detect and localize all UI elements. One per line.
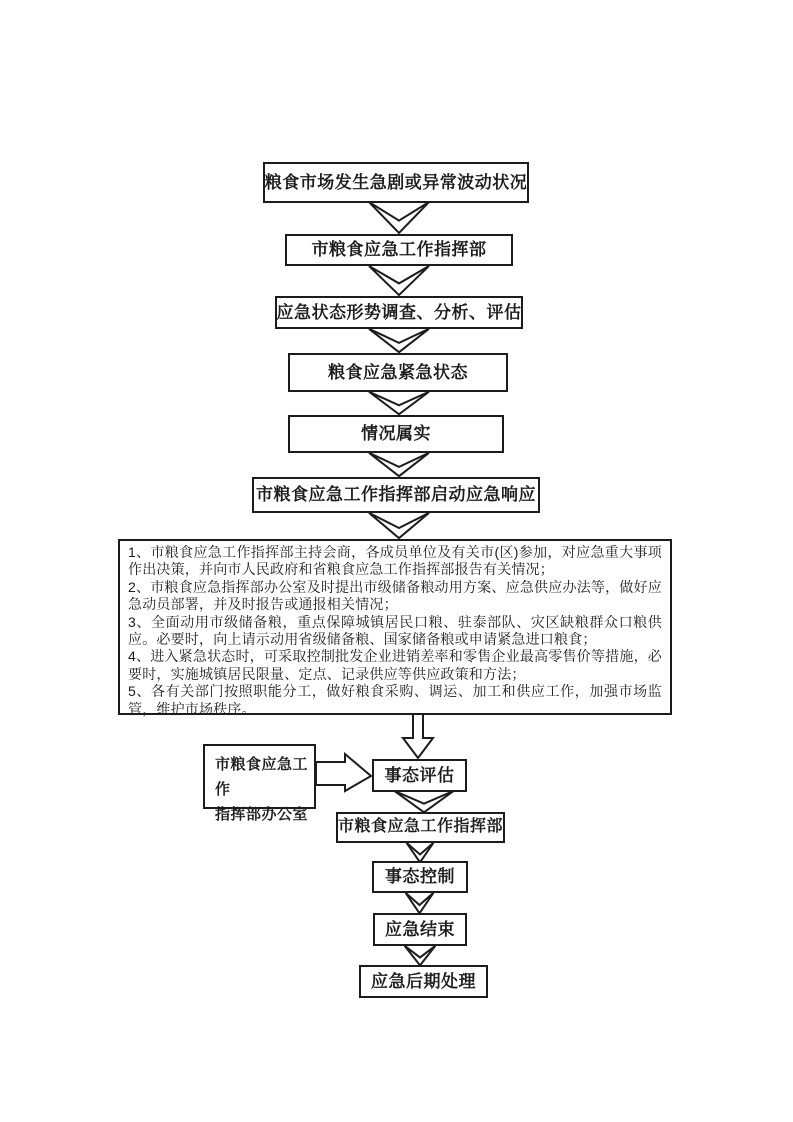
office-label-line2: 指挥部办公室 [215,806,309,823]
flow-box-office [203,744,316,823]
measure-item-1: 1、市粮食应急工作指挥部主持会商，各成员单位及有关市(区)参加，对应急重大事项作出决策，并向市人民政府和省粮食应急工作指挥部报告有关情况； [128,544,662,578]
chevron-down-arrow-icon [368,512,430,539]
flow-box-response-measures [118,539,672,715]
measure-item-3: 3、全面动用市级储备粮，重点保障城镇居民口粮、驻泰部队、灾区缺粮群众口粮供应。必要时，向上请示动用省级储备粮、国家储备粮或申请紧急进口粮食； [128,613,662,648]
chevron-down-arrow-icon [368,265,430,296]
measure-item-4: 4、进入紧急状态时，可采取控制批发企业进销差率和零售企业最高零售价等措施，必要时，实施城镇居民限量、定点、记录供应等供应政策和方法； [128,648,662,682]
flow-box-end: 应急结束 [373,913,467,946]
flow-box-control: 事态控制 [372,861,468,893]
flow-box-headquarters: 市粮食应急工作指挥部 [285,234,513,266]
chevron-down-arrow-icon [368,452,430,477]
flow-box-situation-confirmed: 情况属实 [288,415,504,453]
chevron-down-arrow-icon [393,790,455,813]
flow-box-investigation: 应急状态形势调查、分析、评估 [275,296,523,329]
chevron-down-arrow-icon [368,201,430,234]
chevron-down-arrow-icon [405,892,434,914]
flow-box-headquarters-2: 市粮食应急工作指挥部 [336,812,505,843]
flow-box-evaluation: 事态评估 [372,759,467,792]
chevron-down-arrow-icon [406,842,434,863]
chevron-down-arrow-icon [368,328,430,353]
office-label-line1: 市粮食应急工作 [215,756,309,798]
flow-box-start-response: 市粮食应急工作指挥部启动应急响应 [252,477,540,513]
measure-item-2: 2、市粮食应急指挥部办公室及时提出市级储备粮动用方案、应急供应办法等，做好应急动员部署，并及时报告或通报相关情况； [128,578,662,613]
flow-box-post-processing: 应急后期处理 [359,965,488,998]
block-right-arrow-icon [315,751,373,794]
flow-box-emergency-state: 粮食应急紧急状态 [288,353,508,392]
measure-item-5: 5、各有关部门按照职能分工，做好粮食采购、调运、加工和供应工作，加强市场监管，维护市场秩序。 [128,683,662,717]
block-down-arrow-icon [400,714,436,759]
chevron-down-arrow-icon [368,391,430,415]
chevron-down-arrow-icon [404,945,436,966]
flow-box-market-fluctuation: 粮食市场发生急剧或异常波动状况 [263,162,529,203]
